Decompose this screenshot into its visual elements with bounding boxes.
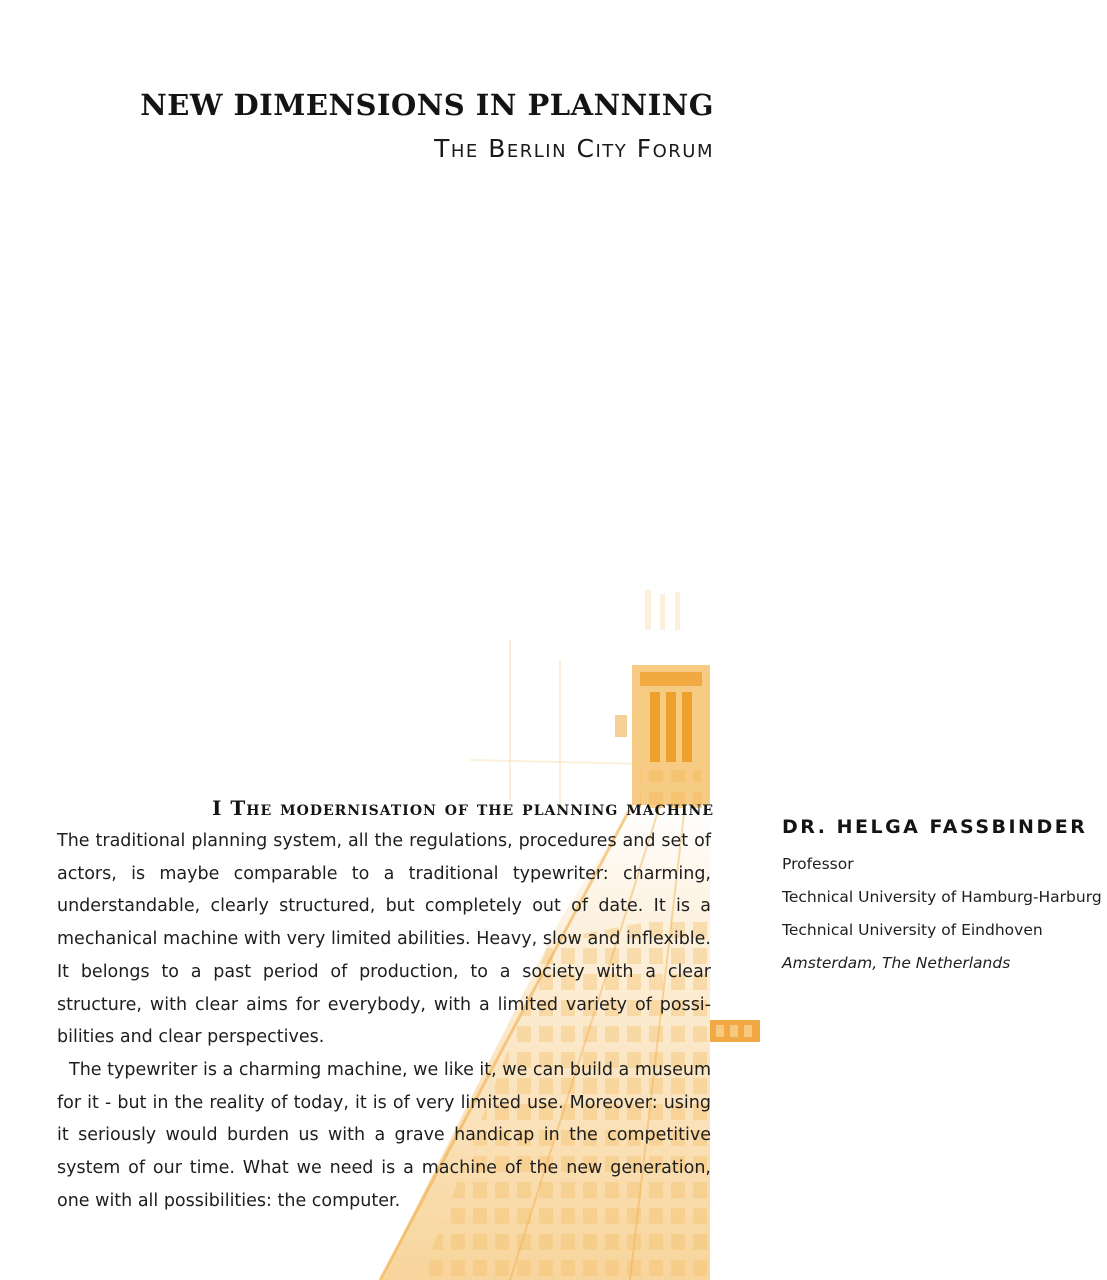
section-heading: I The modernisation of the planning machine bbox=[212, 796, 714, 820]
author-position: Professor bbox=[782, 855, 854, 873]
page-title: NEW DIMENSIONS IN PLANNING bbox=[140, 88, 714, 122]
author-block bbox=[782, 816, 1102, 980]
author-affiliation: Technical University of Eindhoven bbox=[782, 921, 1043, 939]
author-name: DR. HELGA FASSBINDER bbox=[782, 816, 1088, 838]
page-subtitle: The Berlin City Forum bbox=[434, 134, 714, 163]
paragraph: The typewriter is a charming machine, we like it, we can build a museum for it - but in the reality of today, it is of very limited use. Moreover: using it seriously would burden us with a grave handicap in the competitive system of our time. What we need is a machine of the new generation, one with all possibilities: the computer. bbox=[57, 1059, 711, 1211]
author-affiliation: Technical University of Hamburg-Harburg bbox=[782, 888, 1102, 906]
article-body bbox=[57, 825, 711, 1217]
paragraph: The traditional planning system, all the regulations, procedures and set of actors, is maybe comparable to a traditional typewriter: charming, understandable, clearly structured, but completely out of date. It is a mechanical machine with very limited abilities. Heavy, slow and inflexible. It belongs to a past period of production, to a society with a clear structure, with clear aims for everybody, with a limited variety of possibilities and clear perspectives. bbox=[57, 831, 711, 1048]
author-location: Amsterdam, The Netherlands bbox=[782, 954, 1011, 972]
